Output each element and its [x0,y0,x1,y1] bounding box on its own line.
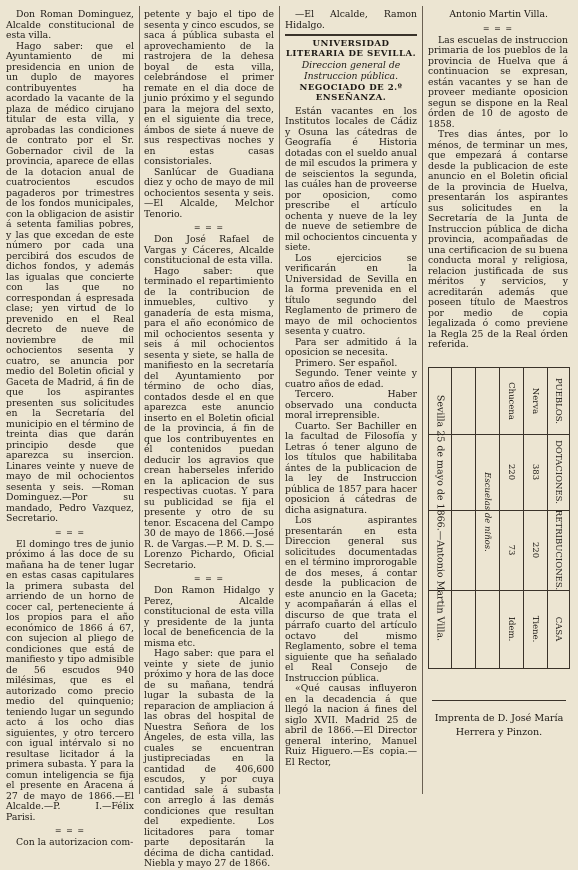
imprint: Imprenta de D. José María Herrera y Pinzon. [434,713,564,739]
paragraph: El domingo tres de junio próximo á las doce de su mañana ha de tener lugar en estas casas capitulares la primera subasta del arriendo de un horno de cocer cal, perteneciente á los propios para el año económico de 1866 á 67, con sujecion al pliego de condiciones que está de manifiesto y tipo admisible de 56 escudos 940 milésimas, que es el autorizado como precio medio del quinquenio; teniendo lugar un segundo acto á los ocho dias siguientes, y otro tercero con igual intérvalo si no resultase licitador á la primera subasta. Y para la comun inteligencia se fija el presente en Aracena á 27 de mayo de 1866.—El Alcalde.—P. I.—Félix Parisi. [6,538,134,823]
column-4 [428,10,568,360]
paragraph: Los ejercicios se verificarán en la Universidad de Sevilla en la forma prevenida en el título segundo del Reglamento de primero de mayo de mil ochocientos sesenta y cuatro. [285,252,417,338]
table-cell: Tiene. [530,615,540,643]
direction-heading: Direccion general de Instruccion pública. [301,60,401,82]
paragraph: petente y bajo el tipo de sesenta y cinco escudos, se saca á pública subasta el aprovechamiento de la rastrojera de la dehesa boyal de esta villa, celebrándose el primer remate en el dia doce de junio próximo y el segundo para la mejora del sexto, en el siguiente dia trece, ámbos de siete á nueve de sus respectivas noches y en estas casas consistoriales. [144,9,274,167]
separator: = = = [193,574,225,584]
table-cell: Chucena [506,382,516,420]
paragraph: Las escuelas de instruccion primaria de los pueblos de la provincia de Huelva que á continuacion se expresan, están vacantes y se han de proveer mediante oposicion segun se dispone en la Real órden de 10 de agosto de 1858. [428,34,568,130]
column-rule [422,6,423,794]
paragraph: Cuarto. Ser Bachiller en la facultad de Filosofía y Letras ó tener alguno de los títulos que habilitaba ántes de la publicacion de la ley de Instruccion pública de 1857 para hacer oposicion á cátedras de dicha asignatura. [285,420,417,516]
paragraph: Para ser admitido á la oposicion se necesita. [285,336,417,359]
paragraph: Tercero. Haber observado una conducta moral irreprensible. [285,389,417,422]
paragraph: Con la autorizacion com- [16,837,134,849]
table-header: DOTACIONES. [553,440,563,504]
column-rule [139,6,140,794]
table-cell: 73 [506,544,516,556]
paragraph: Hago saber: que para el veinte y siete de junio próximo y hora de las doce de su mañana, tendrá lugar la subasta de la reparacion de ampliacion á las obras del hospital de Nuestra Señora de los Ángeles, de esta villa, las cuales se encuentran justipreciadas en la cantidad de 406,600 escudos, y por cuya cantidad sale á subasta con arreglo á las demás condiciones que resultan del expediente. Los licitadores para tomar parte depositarán la décima de dicha cantidad. Niebla y mayo 27 de 1866. [144,648,274,870]
separator: = = = [482,23,514,33]
column-rule [279,6,280,794]
table-cell: Idem. [506,616,516,642]
paragraph: Don Roman Dominguez, Alcalde constitucional de esta villa. [6,9,134,41]
table-cell: 220 [530,541,540,559]
section-heading: NEGOCIADO DE 2.º ENSEÑANZA. [299,83,403,104]
table-cell: Escuelas de niños. [482,472,492,552]
university-heading: UNIVERSIDAD LITERARIA DE SEVILLA. [285,39,417,59]
table-header: PUEBLOS. [553,377,563,425]
paragraph: Segundo. Tener veinte y cuatro años de edad. [285,368,417,390]
paragraph: Los aspirantes presentarán en esta Direccion general sus solicitudes documentadas en el término improrogable de dos meses, á contar desde la publicacion de este anuncio en la Gaceta; y acompañarán á ellas el discurso de que trata el párrafo cuarto del artículo octavo del mismo Reglamento, sobre el tema siguiente que ha señalado el Real Consejo de Instruccion pública. [285,515,417,684]
column-3 [285,10,417,790]
paragraph: Hago saber: que el Ayuntamiento de mi presidencia en union de un duplo de mayores contribuyentes ha acordado la vacante de la plaza de médico cirujano titular de esta villa, y aprobadas las condiciones de contrato por el Sr. Gobernador civil de la provincia, aparece de ellas de la dotacion anual de cuatrocientos escudos pagaderos por trimestres de los fondos municipales, con la obligacion de asistir á setenta familias pobres, y las que excedan de este número por cada una percibirá dos escudos de dichos fondos, y además las igualas que concierte con las que no correspondan á espresada clase; yen virtud de lo prevenido en el Real decreto de nueve de noviembre de mil ochocientos sesenta y cuatro, se anuncia por medio del Boletin oficial y Gaceta de Madrid, á fin de que los aspirantes presenten sus solicitudes en la Secretaría del municipio en el término de treinta dias que darán principio desde que aparezca su insercion. Linares veinte y nueve de mayo de mil ochocientos sesenta y seis. —Roman Dominguez.—Por su mandado, Pedro Vazquez, Secretario. [6,40,134,524]
table-cell: 383 [530,463,540,481]
column-2 [144,9,274,870]
paragraph: Primero. Ser español. [295,357,398,369]
paragraph: Don Ramon Hidalgo y Perez, Alcalde constitucional de esta villa y presidente de la junta local de beneficencia de la misma etc. [144,585,274,649]
signature: Antonio Martin Villa. [449,9,548,20]
column-1 [6,9,134,849]
table-cell: 220 [506,463,516,481]
table-header: RETRIBUCIONES. [553,509,563,591]
separator: = = = [54,527,86,537]
paragraph: Sanlúcar de Guadiana diez y ocho de mayo de mil ochocientos sesenta y seis.—El Alcalde, Melchor Tenorio. [144,166,274,220]
table-cell: Nerva [530,387,540,415]
vacancy-table [428,367,570,669]
paragraph: Tres dias ántes, por lo ménos, de terminar un mes, que empezará á contarse desde la publicacion de este anuncio en el Boletin oficial de la provincia de Huelva, presentarán los aspirantes sus solicitudes en la Secretaría de la Junta de Instruccion pública de dicha provincia, acompañadas de una certificacion de su buena conducta moral y religiosa, relacion justificada de sus méritos y servicios, y acreditarán además que poseen título de Maestros por medio de copia legalizada ó como previene la Regla 25 de la Real órden referida. [428,129,568,351]
imprint-rule [432,700,566,701]
separator: = = = [54,826,86,836]
section-rule [285,34,417,36]
paragraph: —El Alcalde, Ramon Hidalgo. [285,9,417,31]
paragraph: Don José Rafael de Vargas y Cáceres, Alcalde constitucional de esta villa. [144,234,274,267]
separator: = = = [193,223,225,232]
paragraph: Están vacantes en los Institutos locales de Cádiz y Osuna las cátedras de Geografía é Historia dotadas con el sueldo anual de mil escudos la primera y de seiscientos la segunda, las cuáles han de proveerse por oposicion, como prescribe el artículo ochenta y nueve de la ley de nueve de setiembre de mil ochocientos cincuenta y siete. [285,105,417,254]
table-header: CASA [553,616,563,642]
paragraph: «Qué causas influyeron en la decadencia á que llegó la nacion á fines del siglo XVII. Madrid 25 de abril de 1866.—El Director general interino, Manuel Ruiz Higuero.—Es copia.—El Rector, [285,683,417,768]
table-footer: Sevilla 25 de mayo de 1866.—Antonio Martin Villa. [434,394,446,642]
paragraph: Hago saber: que terminado el repartimiento de la contribucion de inmuebles, cultivo y ganadería de esta misma, para el año económico de mil ochocientos sesenta y seis á mil ochocientos sesenta y siete, se halla de manifiesto en la secretaría del Ayuntamiento por término de ocho dias, contados desde el en que aparezca este anuncio inserto en el Boletin oficial de la provincia, á fin de que los contribuyentes en él contenidos puedan deducir los agravios que crean haberseles inferido en la aplicacion de sus respectivas cuotas. Y para su publicidad se fija el presente y otro de su tenor. Escacena del Campo 30 de mayo de 1866.—José R. de Vargas.—P. M. D. S.—Lorenzo Pichardo, Oficial Secretario. [144,265,274,571]
